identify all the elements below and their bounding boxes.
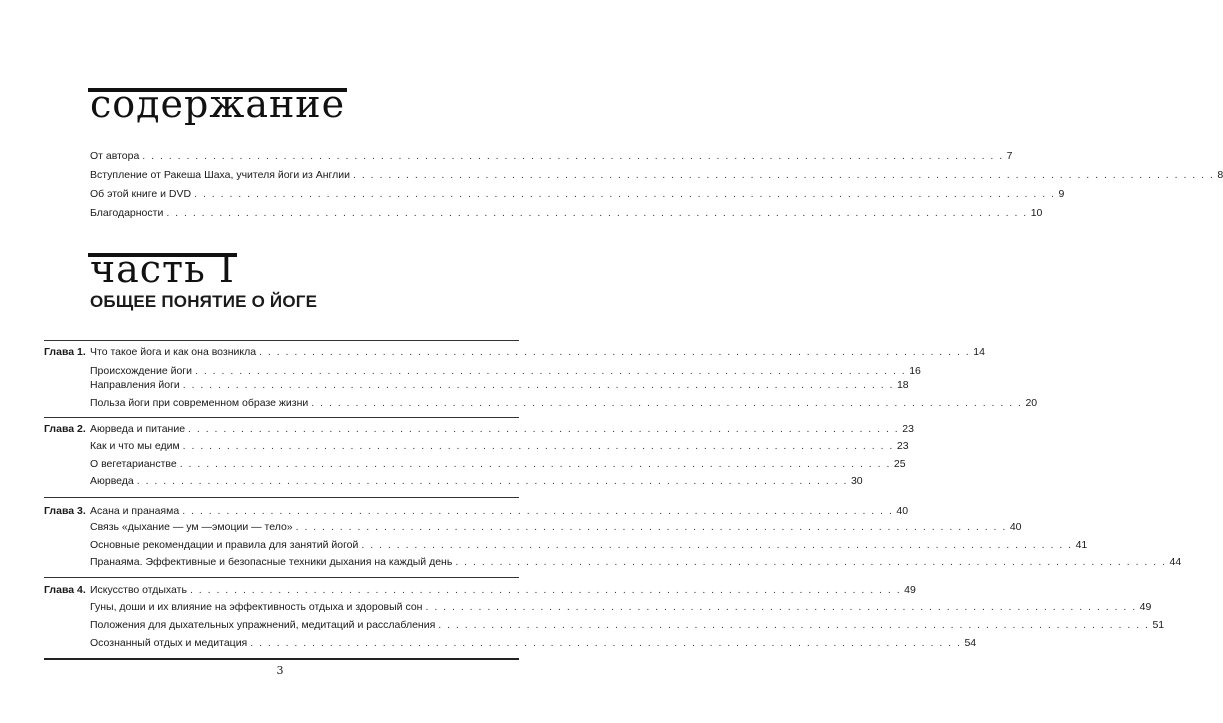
- toc-entry-label: Искусство отдыхать: [90, 584, 187, 596]
- dot-leader: . . . . . . . . . . . . . . . . . . . . . . . . . . . . . . . . . . . . . . . . . . . . . . . . . . . . . . . . . . . . . . . . . . . . . . . . . . . . . . . . .: [438, 619, 1150, 631]
- toc-entry-label: Гуны, доши и их влияние на эффективность отдыха и здоровый сон: [90, 601, 423, 613]
- dot-leader: . . . . . . . . . . . . . . . . . . . . . . . . . . . . . . . . . . . . . . . . . . . . . . . . . . . . . . . . . . . . . . . . . . . . . . . . . . . . . . . . .: [179, 458, 891, 470]
- chapter-divider: [44, 577, 519, 578]
- toc-entry[interactable]: [90, 379, 909, 395]
- dot-leader: . . . . . . . . . . . . . . . . . . . . . . . . . . . . . . . . . . . . . . . . . . . . . . . . . . . . . . . . . . . . . . . . . . . . . . . . . . . . . . . . .: [182, 440, 894, 452]
- toc-entry-page: 49: [904, 584, 916, 596]
- toc-entry-label: Аюрведа и питание: [90, 423, 186, 435]
- toc-entry-label: От автора: [90, 150, 140, 162]
- toc-entry[interactable]: [90, 601, 1152, 617]
- toc-entry-label: Что такое йога и как она возникла: [90, 346, 257, 358]
- dot-leader: . . . . . . . . . . . . . . . . . . . . . . . . . . . . . . . . . . . . . . . . . . . . . . . . . . . . . . . . . . . . . . . . . . . . . . . . . . . . . . . . .: [189, 584, 902, 596]
- toc-entry[interactable]: [90, 207, 1043, 223]
- toc-entry-label: Вступление от Ракеша Шаха, учителя йоги из Англии: [90, 169, 351, 181]
- toc-entry-label: Происхождение йоги: [90, 365, 193, 377]
- toc-entry-label: О вегетарианстве: [90, 458, 177, 470]
- toc-entry-label: Польза йоги при современном образе жизни: [90, 397, 309, 409]
- toc-entry-label: Направления йоги: [90, 379, 180, 391]
- toc-entry[interactable]: [90, 458, 906, 474]
- toc-entry[interactable]: [90, 440, 909, 456]
- toc-entry-page: 25: [893, 458, 906, 470]
- toc-entry-label: Асана и пранаяма: [90, 505, 180, 517]
- toc-entry[interactable]: [90, 397, 1038, 413]
- toc-entry-page: 40: [896, 505, 909, 517]
- toc-entry[interactable]: [90, 346, 985, 362]
- toc-entry-page: 8: [1217, 169, 1223, 181]
- toc-entry-page: 51: [1152, 619, 1165, 631]
- toc-entry-label: Аюрведа: [90, 475, 134, 487]
- toc-entry-label: Связь «дыхание — ум —эмоции — тело»: [90, 521, 293, 533]
- dot-leader: . . . . . . . . . . . . . . . . . . . . . . . . . . . . . . . . . . . . . . . . . . . . . . . . . . . . . . . . . . . . . . . . . . . . . . . . . . . . . . . . .: [136, 475, 848, 487]
- dot-leader: . . . . . . . . . . . . . . . . . . . . . . . . . . . . . . . . . . . . . . . . . . . . . . . . . . . . . . . . . . . . . . . . . . . . . . . . . . . . . . . . .: [182, 505, 894, 517]
- toc-entry-page: 20: [1025, 397, 1038, 409]
- dot-leader: . . . . . . . . . . . . . . . . . . . . . . . . . . . . . . . . . . . . . . . . . . . . . . . . . . . . . . . . . . . . . . . . . . . . . . . . . . . . . . . . .: [182, 379, 894, 391]
- toc-entry-page: 16: [909, 365, 921, 377]
- toc-entry-label: Об этой книге и DVD: [90, 188, 192, 200]
- toc-entry-page: 9: [1058, 188, 1065, 200]
- chapter-label: Глава 3.: [44, 505, 86, 517]
- dot-leader: . . . . . . . . . . . . . . . . . . . . . . . . . . . . . . . . . . . . . . . . . . . . . . . . . . . . . . . . . . . . . . . . . . . . . . . . . . . . . . . . . . . . . . . . . . . . . . . . . .: [353, 169, 1215, 181]
- toc-entry[interactable]: [90, 475, 863, 491]
- dot-leader: . . . . . . . . . . . . . . . . . . . . . . . . . . . . . . . . . . . . . . . . . . . . . . . . . . . . . . . . . . . . . . . . . . . . . . . . . . . . . . . . . . . . . . . . . . . . . . . . . .: [194, 188, 1056, 200]
- toc-entry[interactable]: [90, 539, 1088, 555]
- toc-entry[interactable]: [90, 505, 909, 521]
- toc-entry-page: 10: [1030, 207, 1043, 219]
- toc-entry-page: 41: [1075, 539, 1088, 551]
- chapter-divider: [44, 417, 519, 418]
- chapter-label: Глава 1.: [44, 346, 86, 358]
- toc-entry-page: 30: [850, 475, 863, 487]
- toc-entry-page: 40: [1009, 521, 1022, 533]
- toc-entry-page: 49: [1139, 601, 1152, 613]
- chapter-divider: [44, 340, 519, 341]
- part-subtitle: ОБЩЕЕ ПОНЯТИЕ О ЙОГЕ: [90, 292, 318, 311]
- toc-entry-page: 23: [896, 440, 909, 452]
- toc-entry-page: 54: [964, 637, 977, 649]
- dot-leader: . . . . . . . . . . . . . . . . . . . . . . . . . . . . . . . . . . . . . . . . . . . . . . . . . . . . . . . . . . . . . . . . . . . . . . . . . . . . . . . . .: [311, 397, 1023, 409]
- toc-entry-page: 7: [1006, 150, 1013, 162]
- toc-entry[interactable]: [90, 584, 916, 600]
- chapter-divider: [44, 497, 519, 498]
- dot-leader: . . . . . . . . . . . . . . . . . . . . . . . . . . . . . . . . . . . . . . . . . . . . . . . . . . . . . . . . . . . . . . . . . . . . . . . . . . . . . . . . .: [188, 423, 900, 435]
- dot-leader: . . . . . . . . . . . . . . . . . . . . . . . . . . . . . . . . . . . . . . . . . . . . . . . . . . . . . . . . . . . . . . . . . . . . . . . . . . . . . . . . .: [455, 556, 1167, 568]
- toc-entry-label: Как и что мы едим: [90, 440, 180, 452]
- toc-entry-label: Осознанный отдых и медитация: [90, 637, 248, 649]
- chapter-label: Глава 4.: [44, 584, 86, 596]
- toc-entry[interactable]: [90, 188, 1065, 204]
- page-number: 3: [276, 664, 284, 677]
- toc-entry-label: Благодарности: [90, 207, 164, 219]
- dot-leader: . . . . . . . . . . . . . . . . . . . . . . . . . . . . . . . . . . . . . . . . . . . . . . . . . . . . . . . . . . . . . . . . . . . . . . . . . . . . . . . . .: [295, 521, 1007, 533]
- toc-entry-label: Пранаяма. Эффективные и безопасные техники дыхания на каждый день: [90, 556, 453, 568]
- dot-leader: . . . . . . . . . . . . . . . . . . . . . . . . . . . . . . . . . . . . . . . . . . . . . . . . . . . . . . . . . . . . . . . . . . . . . . . . . . . . . . . . .: [425, 601, 1137, 613]
- toc-entry-page: 18: [896, 379, 909, 391]
- dot-leader: . . . . . . . . . . . . . . . . . . . . . . . . . . . . . . . . . . . . . . . . . . . . . . . . . . . . . . . . . . . . . . . . . . . . . . . . . . . . . . . . .: [259, 346, 971, 358]
- toc-entry-page: 44: [1169, 556, 1182, 568]
- toc-entry-page: 23: [902, 423, 914, 435]
- toc-entry[interactable]: [90, 619, 1165, 635]
- toc-entry[interactable]: [90, 521, 1022, 537]
- toc-entry-page: 14: [973, 346, 985, 358]
- part-title: часть I: [90, 247, 235, 291]
- dot-leader: . . . . . . . . . . . . . . . . . . . . . . . . . . . . . . . . . . . . . . . . . . . . . . . . . . . . . . . . . . . . . . . . . . . . . . . . . . . . . . . . .: [250, 637, 962, 649]
- toc-entry[interactable]: [90, 169, 1223, 185]
- dot-leader: . . . . . . . . . . . . . . . . . . . . . . . . . . . . . . . . . . . . . . . . . . . . . . . . . . . . . . . . . . . . . . . . . . . . . . . . . . . . . . . . .: [195, 365, 907, 377]
- toc-entry[interactable]: [90, 150, 1013, 166]
- toc-entry[interactable]: [90, 423, 914, 439]
- footer-rule: [44, 658, 519, 660]
- chapter-label: Глава 2.: [44, 423, 86, 435]
- dot-leader: . . . . . . . . . . . . . . . . . . . . . . . . . . . . . . . . . . . . . . . . . . . . . . . . . . . . . . . . . . . . . . . . . . . . . . . . . . . . . . . . . . . . . . . . . . . . . . . . . .: [166, 207, 1028, 219]
- toc-entry[interactable]: [90, 556, 1182, 572]
- dot-leader: . . . . . . . . . . . . . . . . . . . . . . . . . . . . . . . . . . . . . . . . . . . . . . . . . . . . . . . . . . . . . . . . . . . . . . . . . . . . . . . . . . . . . . . . . . . . . . . . . .: [142, 150, 1004, 162]
- toc-title: содержание: [90, 82, 346, 126]
- dot-leader: . . . . . . . . . . . . . . . . . . . . . . . . . . . . . . . . . . . . . . . . . . . . . . . . . . . . . . . . . . . . . . . . . . . . . . . . . . . . . . . . .: [361, 539, 1073, 551]
- toc-entry-label: Положения для дыхательных упражнений, медитаций и расслабления: [90, 619, 436, 631]
- toc-entry-label: Основные рекомендации и правила для занятий йогой: [90, 539, 359, 551]
- toc-entry[interactable]: [90, 637, 977, 653]
